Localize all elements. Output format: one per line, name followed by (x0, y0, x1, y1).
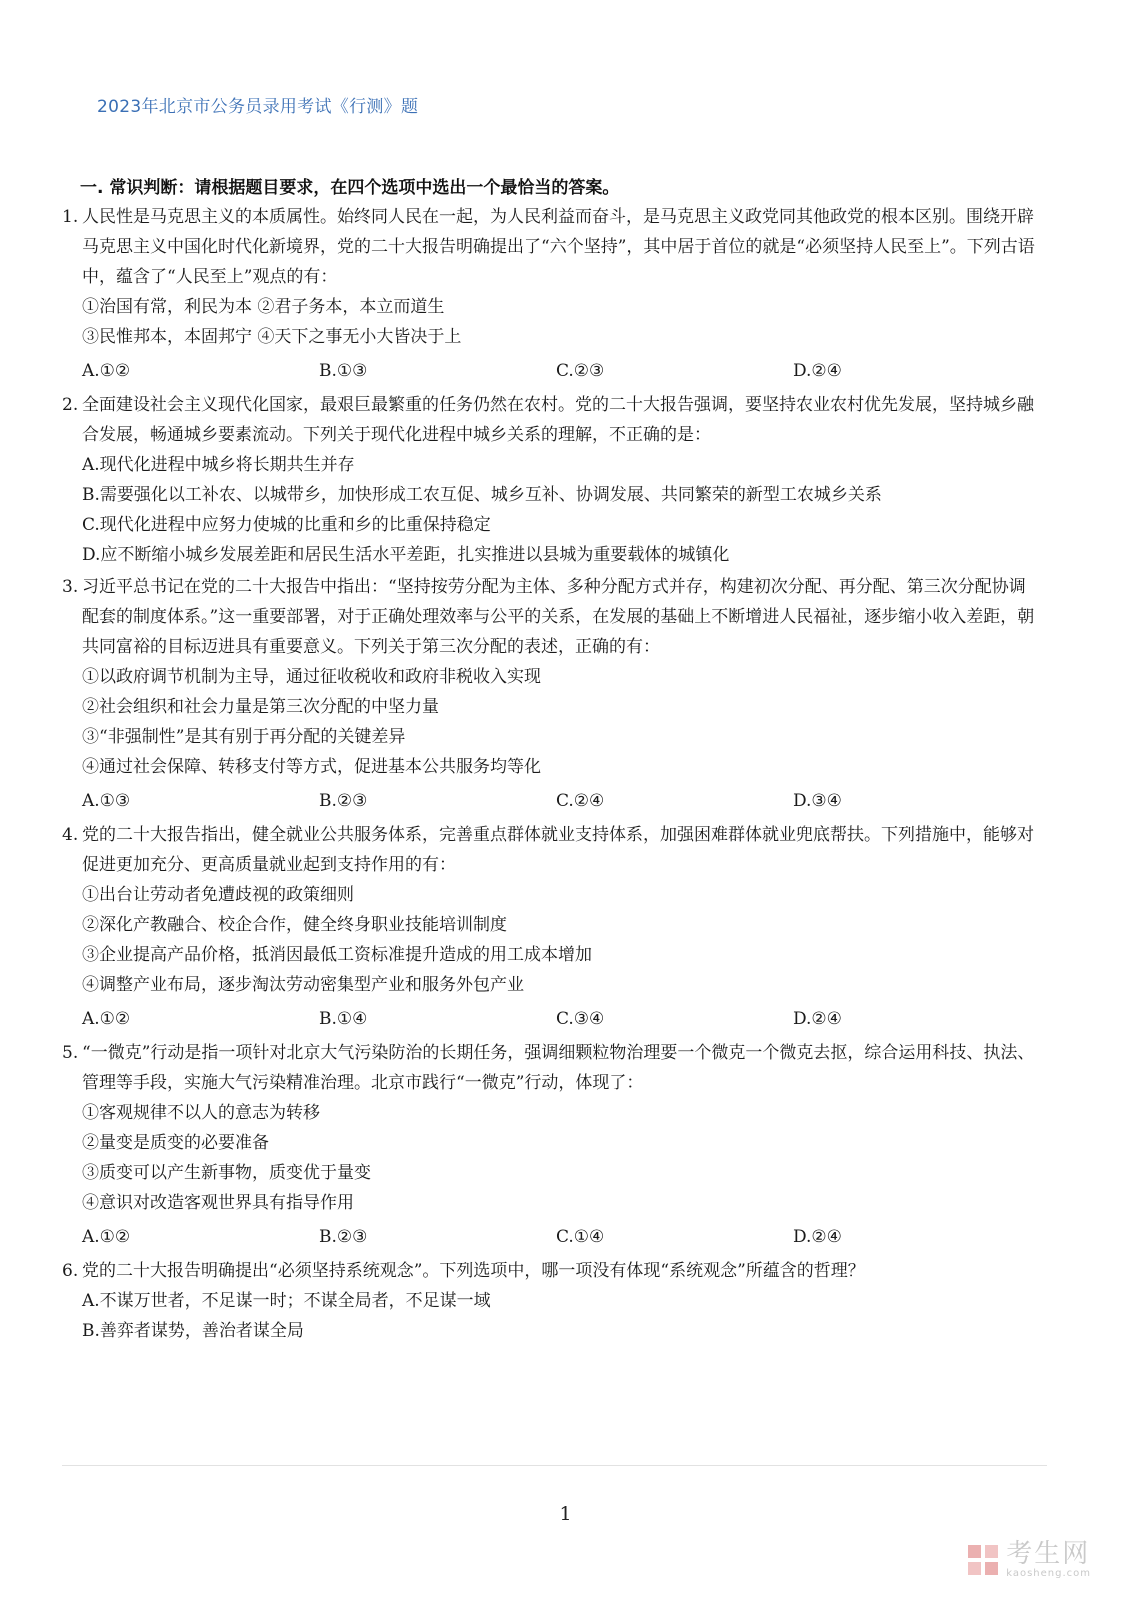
statement-item: ③“非强制性”是其有别于再分配的关键差异 (82, 727, 406, 747)
question-stem (62, 1038, 1037, 1098)
page-number: 1 (559, 1503, 572, 1525)
answer-choice: C.③④ (556, 1009, 605, 1029)
answer-choice: B.②③ (319, 1227, 368, 1247)
statement-item: ④调整产业布局，逐步淘汰劳动密集型产业和服务外包产业 (82, 975, 524, 995)
kaosheng-watermark (966, 1540, 1091, 1579)
statement-item: C.现代化进程中应努力使城的比重和乡的比重保持稳定 (82, 515, 491, 535)
question-text: 人民性是马克思主义的本质属性。始终同人民在一起，为人民利益而奋斗，是马克思主义政党同其他政党的根本区别。围绕开辟马克思主义中国化时代化新境界，党的二十大报告明确提出了“六个坚持”，其中居于首位的就是“必须坚持人民至上”。下列古语中，蕴含了“人民至上”观点的有： (82, 207, 1035, 287)
answer-choices (62, 1222, 1037, 1252)
answer-choice: B.①③ (319, 361, 368, 381)
answer-choice: A.①② (82, 1009, 131, 1029)
statement-item: ①治国有常，利民为本 ②君子务本，本立而道生 (82, 297, 445, 317)
answer-choice: B.①④ (319, 1009, 368, 1029)
answer-choice: D.②④ (793, 1227, 842, 1247)
question-stem (62, 202, 1037, 292)
question-number: 1. (62, 207, 79, 227)
question-stem (62, 390, 1037, 450)
answer-choice: D.③④ (793, 791, 842, 811)
statement-item: ①以政府调节机制为主导，通过征收税收和政府非税收入实现 (82, 667, 541, 687)
question-text: 党的二十大报告指出，健全就业公共服务体系，完善重点群体就业支持体系，加强困难群体就业兜底帮扶。下列措施中，能够对促进更加充分、更高质量就业起到支持作用的有： (82, 825, 1034, 875)
answer-choice: C.②④ (556, 791, 605, 811)
question-3 (62, 572, 1037, 816)
statement-item: ④意识对改造客观世界具有指导作用 (82, 1193, 354, 1213)
question-text: “一微克”行动是指一项针对北京大气污染防治的长期任务，强调细颗粒物治理要一个微克一个微克去抠，综合运用科技、执法、管理等手段，实施大气污染精准治理。北京市践行“一微克”行动，体现了： (82, 1043, 1035, 1093)
statement-item: ③企业提高产品价格，抵消因最低工资标准提升造成的用工成本增加 (82, 945, 592, 965)
question-stem (62, 1256, 1037, 1286)
question-number: 3. (62, 577, 79, 597)
statement-item: B.需要强化以工补农、以城带乡，加快形成工农互促、城乡互补、协调发展、共同繁荣的新型工农城乡关系 (82, 485, 882, 505)
question-text: 党的二十大报告明确提出“必须坚持系统观念”。下列选项中，哪一项没有体现“系统观念”所蕴含的哲理？ (82, 1261, 865, 1281)
statement-item: ③民惟邦本，本固邦宁 ④天下之事无小大皆决于上 (82, 327, 462, 347)
question-number: 4. (62, 825, 79, 845)
statement-item: ③质变可以产生新事物，质变优于量变 (82, 1163, 371, 1183)
question-list (62, 202, 1037, 1346)
answer-choice: A.①③ (82, 791, 131, 811)
question-1 (62, 202, 1037, 386)
question-text: 全面建设社会主义现代化国家，最艰巨最繁重的任务仍然在农村。党的二十大报告强调，要坚持农业农村优先发展，坚持城乡融合发展，畅通城乡要素流动。下列关于现代化进程中城乡关系的理解，不正确的是： (82, 395, 1034, 445)
document-title: 2023年北京市公务员录用考试《行测》题 (97, 97, 419, 117)
answer-choice: D.②④ (793, 361, 842, 381)
question-number: 6. (62, 1261, 79, 1281)
question-4 (62, 820, 1037, 1034)
question-stem (62, 572, 1037, 662)
question-5 (62, 1038, 1037, 1252)
question-text: 习近平总书记在党的二十大报告中指出：“坚持按劳分配为主体、多种分配方式并存，构建初次分配、再分配、第三次分配协调配套的制度体系。”这一重要部署，对于正确处理效率与公平的关系，在发展的基础上不断增进人民福祉，逐步缩小收入差距，朝共同富裕的目标迈进具有重要意义。下列关于第三次分配的表述，正确的有： (82, 577, 1035, 657)
answer-choice: C.①④ (556, 1227, 605, 1247)
question-2 (62, 390, 1037, 570)
answer-choice: D.②④ (793, 1009, 842, 1029)
answer-choices (62, 356, 1037, 386)
answer-choices (62, 1004, 1037, 1034)
statement-item: B.善弈者谋势，善治者谋全局 (82, 1321, 304, 1341)
answer-choice: A.①② (82, 361, 131, 381)
question-stem (62, 820, 1037, 880)
statement-item: D.应不断缩小城乡发展差距和居民生活水平差距，扎实推进以县城为重要载体的城镇化 (82, 545, 730, 565)
answer-choice: C.②③ (556, 361, 605, 381)
kaosheng-logo-icon (966, 1543, 1000, 1577)
watermark-name: 考生网 (1006, 1539, 1091, 1569)
watermark-url: kaosheng.com (1006, 1568, 1091, 1579)
answer-choice: B.②③ (319, 791, 368, 811)
statement-item: A.现代化进程中城乡将长期共生并存 (82, 455, 355, 475)
answer-choice: A.①② (82, 1227, 131, 1247)
question-6 (62, 1256, 1037, 1346)
question-number: 2. (62, 395, 79, 415)
statement-item: ①客观规律不以人的意志为转移 (82, 1103, 320, 1123)
footer-divider (62, 1465, 1047, 1466)
statement-item: ④通过社会保障、转移支付等方式，促进基本公共服务均等化 (82, 757, 541, 777)
statement-item: ②深化产教融合、校企合作，健全终身职业技能培训制度 (82, 915, 507, 935)
statement-item: ②社会组织和社会力量是第三次分配的中坚力量 (82, 697, 439, 717)
statement-item: ②量变是质变的必要准备 (82, 1133, 269, 1153)
statement-item: A.不谋万世者，不足谋一时；不谋全局者，不足谋一域 (82, 1291, 491, 1311)
question-number: 5. (62, 1043, 79, 1063)
section-heading: 一. 常识判断：请根据题目要求，在四个选项中选出一个最恰当的答案。 (80, 178, 620, 198)
answer-choices (62, 786, 1037, 816)
statement-item: ①出台让劳动者免遭歧视的政策细则 (82, 885, 354, 905)
